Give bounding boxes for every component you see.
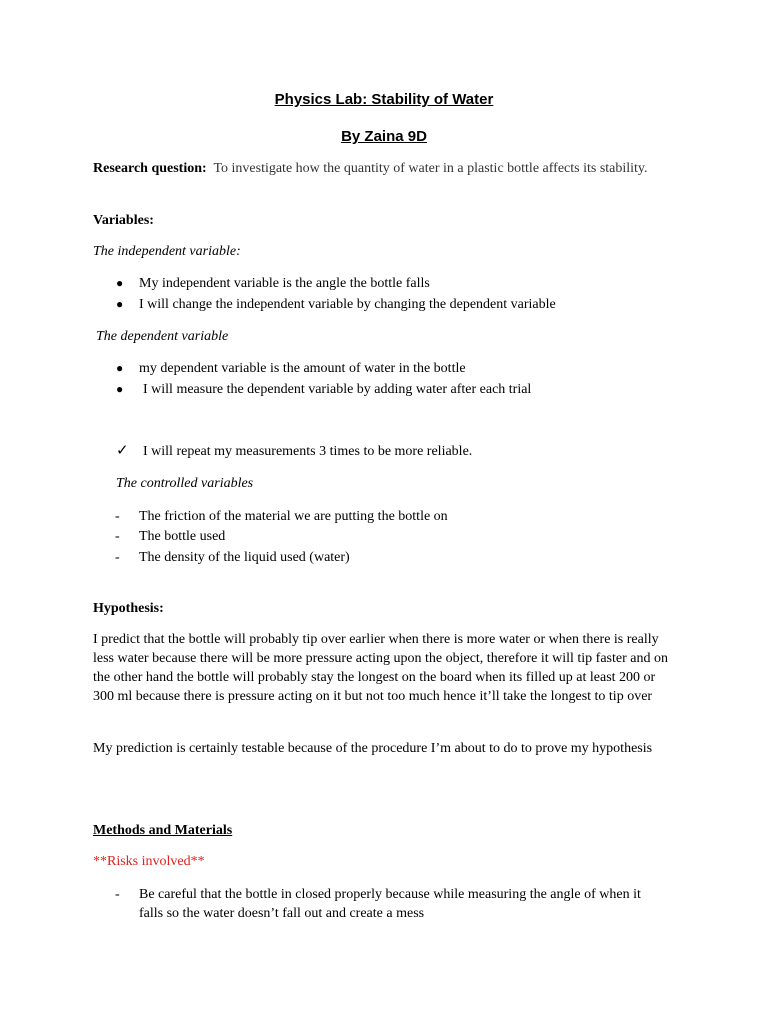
dependent-variable-heading: The dependent variable (96, 329, 229, 344)
document-title: Physics Lab: Stability of Water (274, 91, 494, 108)
author-line: By Zaina 9D (341, 128, 427, 145)
list-item-text: The friction of the material we are putting the bottle on (139, 509, 448, 524)
prediction-paragraph: My prediction is certainly testable because of the procedure I’m about to do to prove my hypothesis (93, 741, 653, 756)
list-item-text: My independent variable is the angle the bottle falls (139, 276, 430, 291)
risks-label: **Risks involved** (93, 854, 205, 869)
controlled-variables-heading: The controlled variables (116, 476, 254, 491)
dash-marker: - (115, 550, 120, 565)
checkmark-icon: ✓ (116, 443, 129, 459)
list-item-text: I will measure the dependent variable by adding water after each trial (143, 382, 532, 397)
independent-variable-heading: The independent variable: (93, 244, 241, 259)
list-item-text: Be careful that the bottle in closed properly because while measuring the angle of when it falls so the water doesn’t fall out and create a mess (139, 887, 641, 921)
hypothesis-paragraph: I predict that the bottle will probably tip over earlier when there is more water or when there is really less water because there will be more pressure acting upon the object, therefore it will tip faster and on the other hand the bottle will probably stay the longest on the board when its filled up at least 200 or 300 ml because there is pressure acting on it but not too much hence it’ll take the longest to tip over (93, 632, 668, 704)
dash-marker: - (115, 529, 120, 544)
methods-heading: Methods and Materials (93, 823, 233, 838)
bullet-icon: ● (116, 297, 124, 311)
list-item-text: The density of the liquid used (water) (139, 550, 350, 565)
research-question-label: Research question: (93, 161, 207, 176)
bullet-icon: ● (116, 361, 124, 375)
bullet-icon: ● (116, 382, 124, 396)
hypothesis-heading: Hypothesis: (93, 601, 164, 616)
research-question (93, 159, 673, 178)
list-item-text: The bottle used (139, 529, 226, 544)
dash-marker: - (115, 509, 120, 524)
bullet-icon: ● (116, 276, 124, 290)
dash-marker: - (115, 887, 120, 902)
list-item-text: my dependent variable is the amount of water in the bottle (139, 361, 466, 376)
research-question-text: To investigate how the quantity of water in a plastic bottle affects its stability. (213, 161, 648, 176)
variables-heading: Variables: (93, 213, 154, 228)
list-item-text: I will change the independent variable by changing the dependent variable (139, 297, 556, 312)
check-item-text: I will repeat my measurements 3 times to be more reliable. (143, 444, 473, 459)
